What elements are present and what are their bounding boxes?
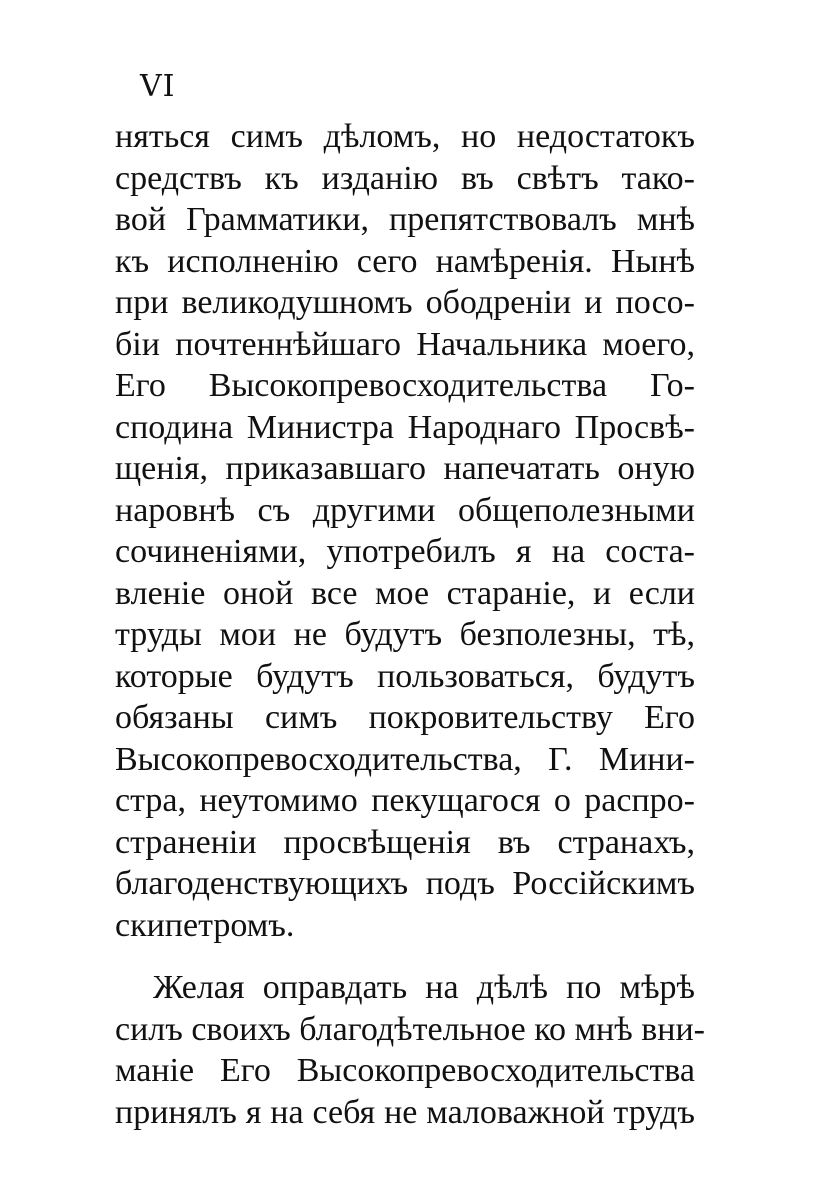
text-line: къ исполненію сего намѣренія. Нынѣ (115, 242, 695, 280)
paragraph-1 (115, 116, 695, 946)
text-line: вленіе оной все мое стараніе, и если (115, 574, 695, 612)
text-line: Его Высокопревосходительства Го- (115, 367, 695, 404)
text-line: вой Грамматики, препятствовалъ мнѣ (115, 201, 695, 238)
text-line: Желая оправдать на дѣлѣ по мѣрѣ (153, 969, 695, 1006)
text-line: наровнѣ съ другими общеполезными (115, 491, 695, 529)
paragraph-2 (115, 967, 705, 1133)
text-line: сподина Министра Народнаго Просвѣ- (115, 408, 695, 446)
text-line: страненіи просвѣщенія въ странахъ, (115, 823, 695, 861)
text-line: щенія, приказавшаго напечатать оную (115, 450, 695, 487)
body-text (115, 116, 705, 1133)
text-line: при великодушномъ ободреніи и посо- (115, 284, 695, 321)
text-line: стра, неутомимо пекущагося о распро- (115, 782, 695, 819)
text-line: обязаны симъ покровительству Его (115, 699, 695, 736)
text-line: средствъ къ изданію въ свѣтъ тако- (115, 159, 695, 197)
text-line: Высокопревосходительства, Г. Мини- (115, 740, 695, 778)
page-number: VI (140, 69, 176, 104)
text-line: силъ своихъ благодѣтельное ко мнѣ вни- (115, 1010, 705, 1048)
text-line: принялъ я на себя не маловажной трудъ (115, 1093, 695, 1131)
text-line: скипетромъ. (115, 906, 295, 944)
text-line: біи почтеннѣйшаго Начальника моего, (115, 325, 695, 363)
text-line: труды мои не будутъ безполезны, тѣ, (115, 616, 695, 653)
text-line: маніе Его Высокопревосходительства (115, 1052, 695, 1089)
text-line: сочиненіями, употребилъ я на соста- (115, 533, 695, 570)
text-line: которые будутъ пользоваться, будутъ (115, 657, 695, 695)
paragraph-gap (115, 946, 695, 967)
text-line: няться симъ дѣломъ, но недостатокъ (115, 118, 695, 155)
text-line: благоденствующихъ подъ Россійскимъ (115, 865, 695, 902)
